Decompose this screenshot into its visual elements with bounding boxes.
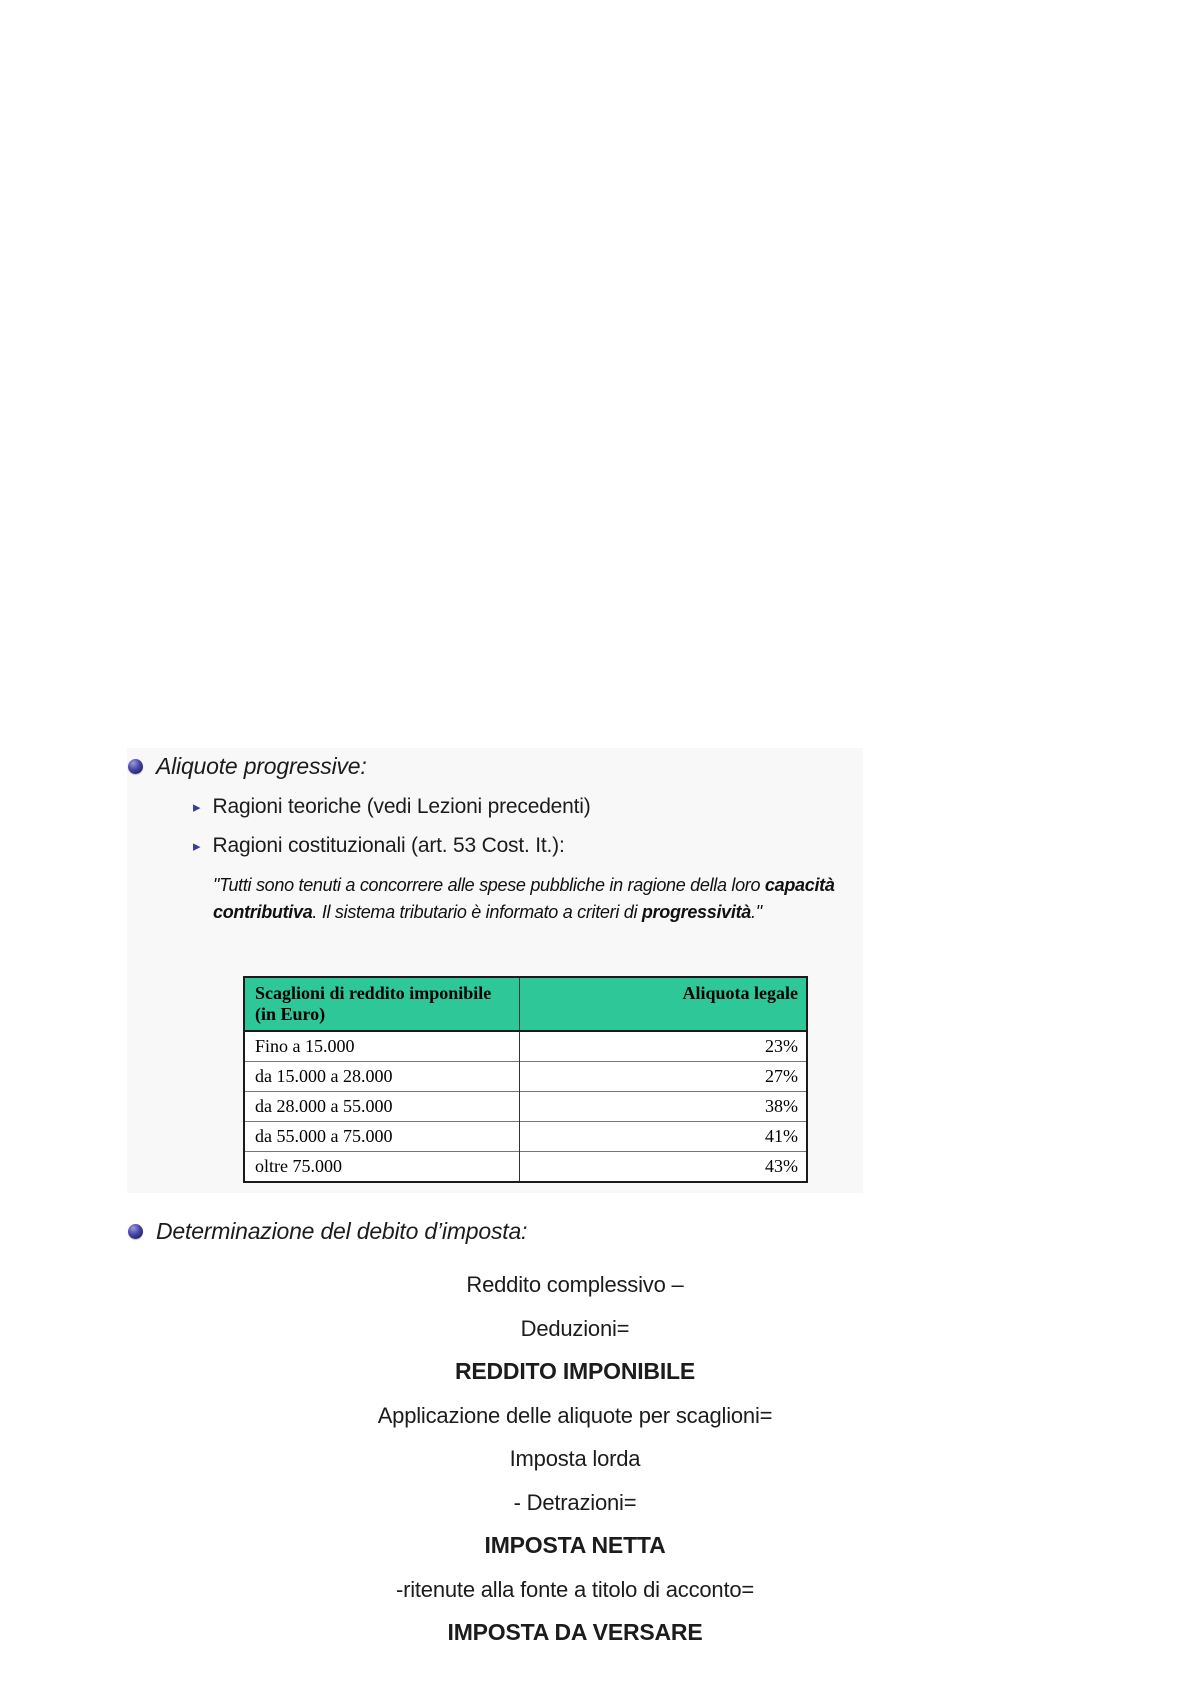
bracket-cell: Fino a 15.000 [255,1036,355,1056]
table-row [244,1031,807,1062]
formula-line-imposta-netta: IMPOSTA NETTA [484,1532,666,1558]
formula-line: Imposta lorda [509,1446,641,1471]
quote-text: "Tutti sono tenuti a concorrere alle spese pubbliche in ragione della loro [213,875,765,895]
rate-cell: 38% [519,1092,807,1122]
rate-cell: 41% [519,1122,807,1152]
table-row [244,1062,807,1092]
bracket-cell: da 55.000 a 75.000 [244,1122,519,1152]
sub-bullet-label: Ragioni costituzionali (art. 53 Cost. It.): [212,834,565,857]
quote-line-2 [213,899,835,926]
quote-line-1 [213,872,835,899]
formula-line: Applicazione delle aliquote per scaglioni= [377,1402,773,1428]
sub-bullet-label: Ragioni teoriche (vedi Lezioni precedenti) [212,795,591,818]
rate-cell: 27% [519,1062,807,1092]
constitution-quote [213,872,835,926]
table-row [244,1122,807,1152]
header-scaglioni-line2: (in Euro) [255,1004,326,1024]
header-scaglioni-line1: Scaglioni di reddito imponibile [255,983,492,1003]
table-row [244,1152,807,1183]
triangle-bullet-icon: ▸ [193,798,201,816]
quote-bold-capacita: capacità [764,875,835,895]
bullet-item-aliquote [128,752,367,780]
header-scaglioni [244,977,519,1031]
formula-line: - Detrazioni= [513,1489,637,1515]
sub-bullet-ragioni-costituzionali [193,833,565,859]
tax-computation-formula [0,1263,1150,1655]
bracket-cell: da 28.000 a 55.000 [244,1092,519,1122]
formula-line: -ritenute alla fonte a titolo di acconto= [395,1576,755,1602]
table-row [244,1092,807,1122]
quote-text: . Il sistema tributario è informato a criteri di [312,902,642,922]
tax-brackets-table-wrapper [243,976,808,1183]
tax-brackets-table [243,976,808,1183]
quote-text: ." [751,902,762,922]
bracket-cell: oltre 75.000 [244,1152,519,1183]
sphere-bullet-icon [128,1224,143,1239]
triangle-bullet-icon: ▸ [193,837,201,855]
sphere-bullet-icon [128,759,143,774]
quote-bold-progressivita: progressività [641,902,751,922]
formula-line: Reddito complessivo – [466,1272,684,1297]
formula-line: Deduzioni= [520,1315,630,1341]
formula-line-imposta-da-versare: IMPOSTA DA VERSARE [447,1619,703,1645]
bullet-label-determinazione: Determinazione del debito d’imposta: [156,1218,528,1244]
bullet-label-aliquote: Aliquote progressive: [156,753,367,779]
bracket-cell: da 15.000 a 28.000 [244,1062,519,1092]
quote-bold-contributiva: contributiva [213,902,313,922]
formula-line-reddito-imponibile: REDDITO IMPONIBILE [454,1358,696,1384]
table-header-row [244,977,807,1031]
rate-cell: 23% [519,1031,807,1062]
header-aliquota-legale: Aliquota legale [519,977,807,1031]
sub-bullet-ragioni-teoriche [193,794,591,820]
rate-cell: 43% [519,1152,807,1183]
bullet-item-determinazione [128,1217,527,1245]
